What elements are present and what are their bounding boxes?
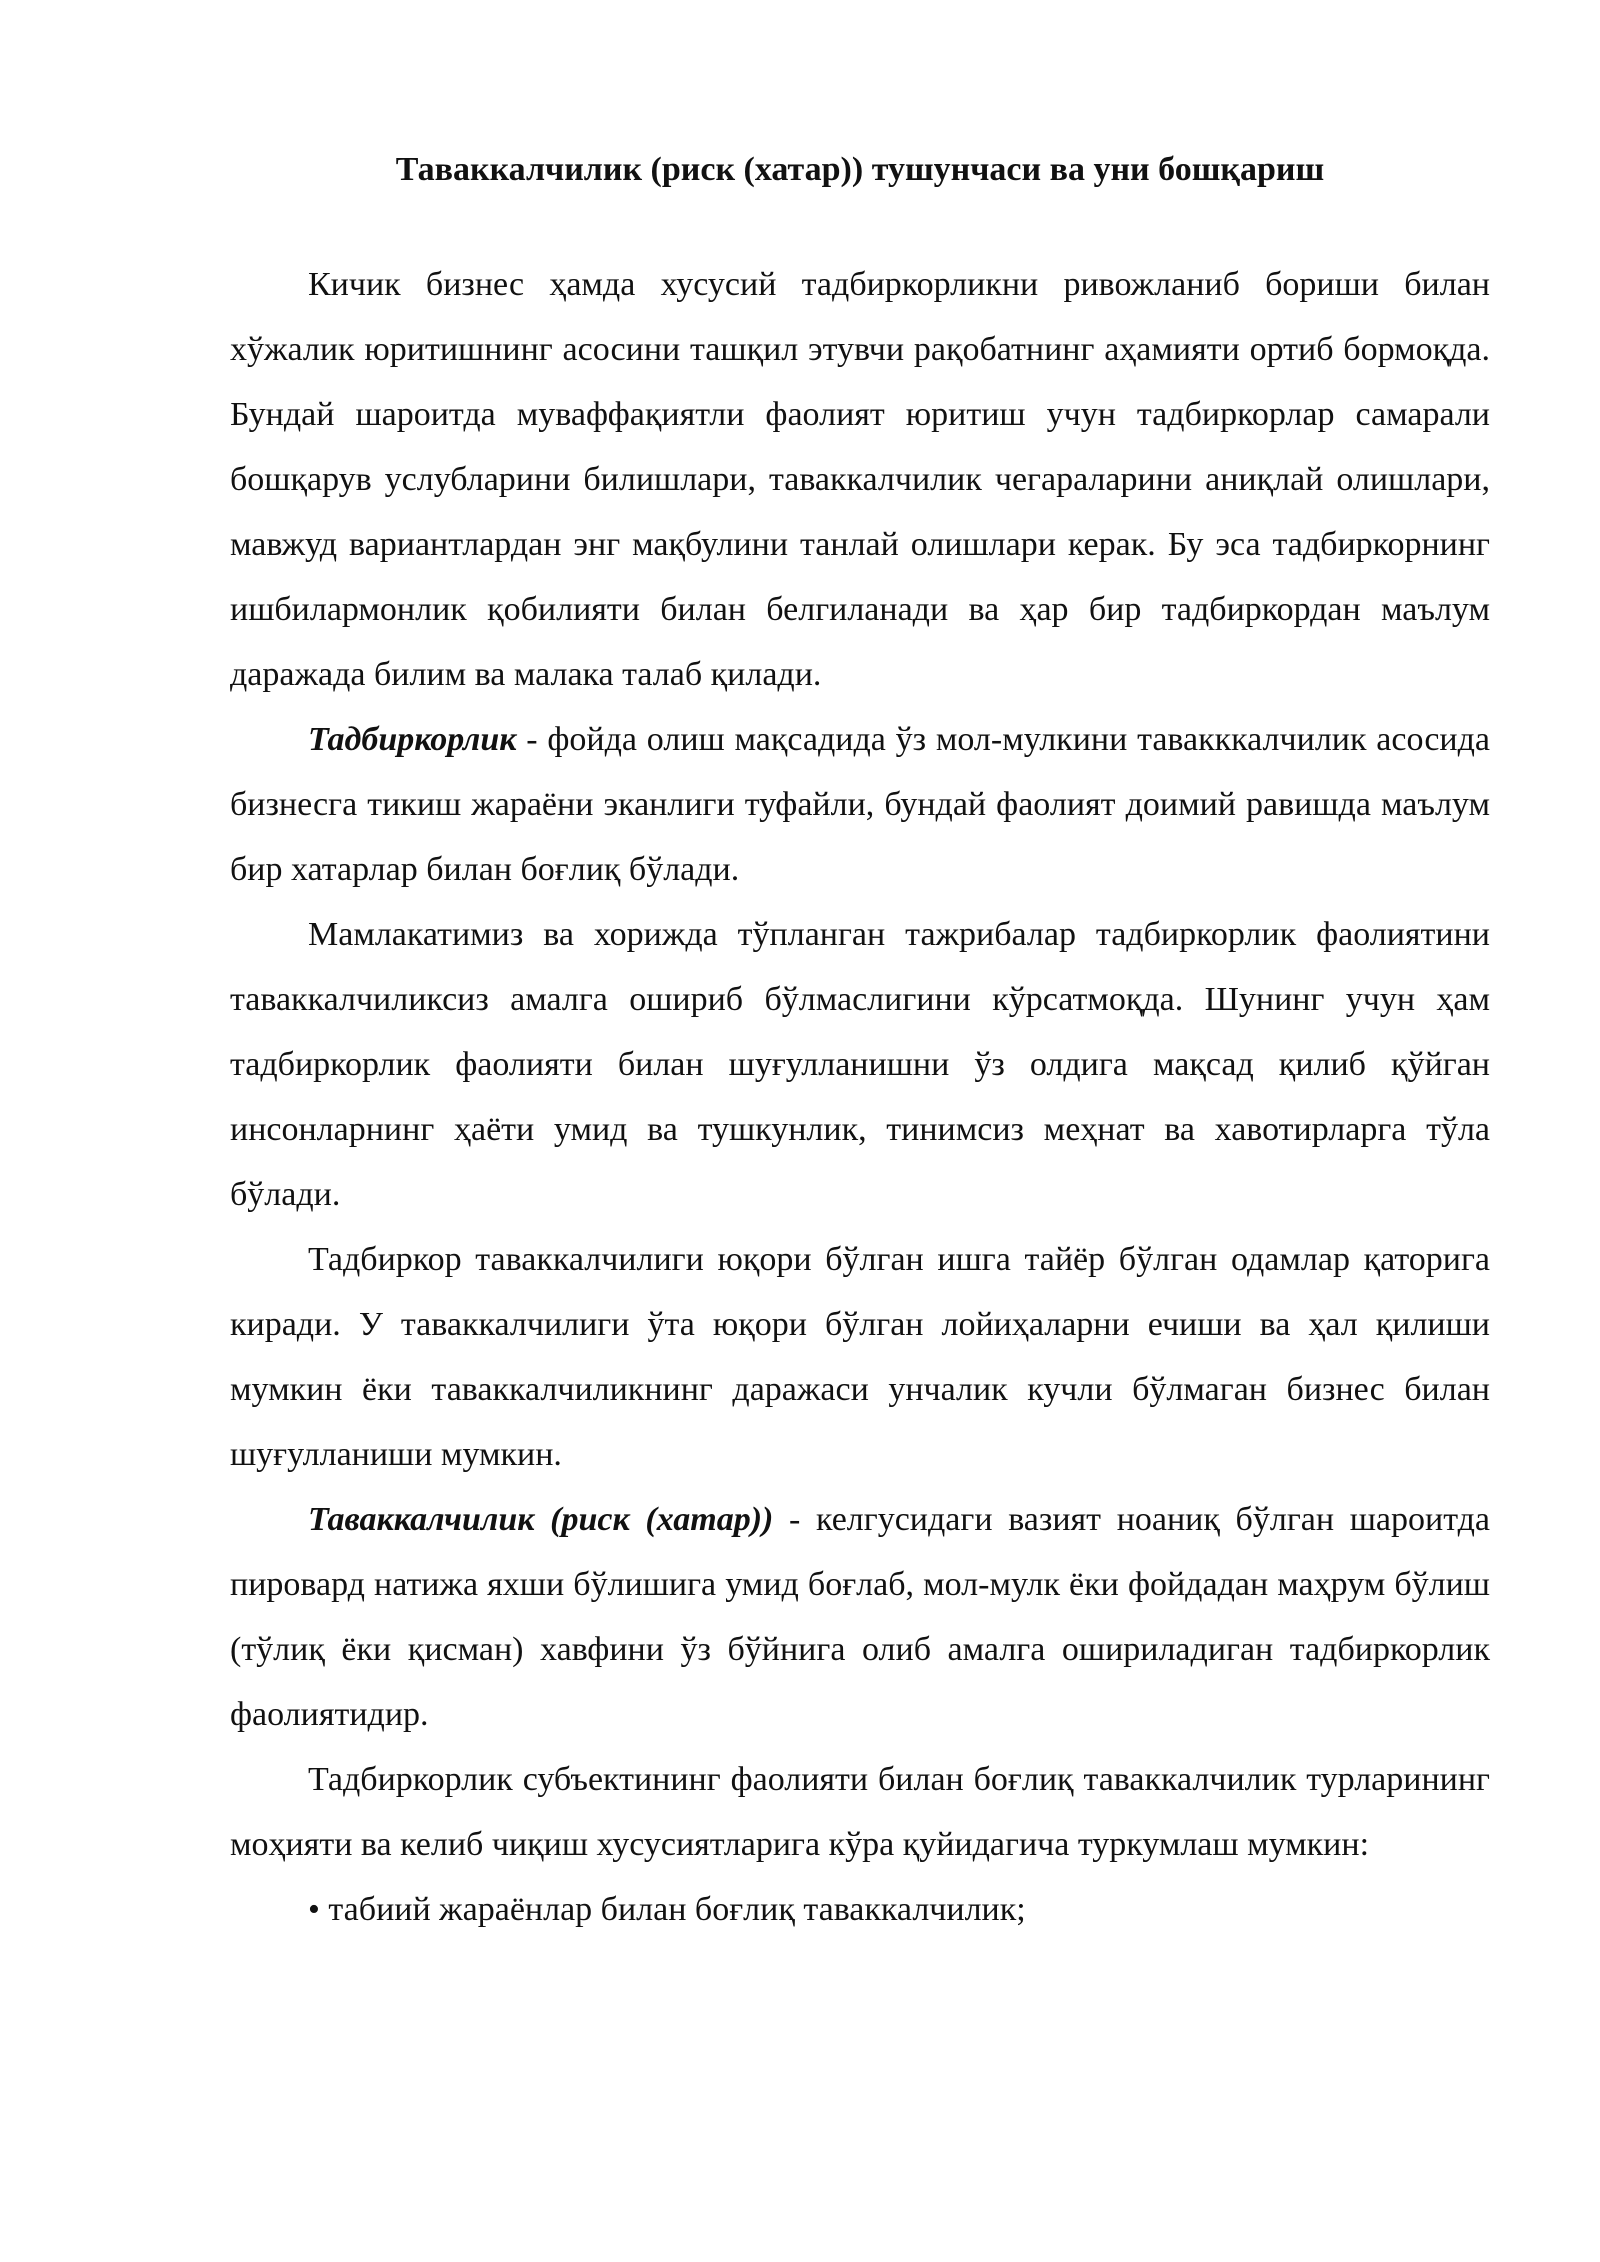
document-page: [230, 150, 1490, 1942]
bullet-item: • табиий жараёнлар билан боғлиқ таваккалчилик;: [308, 1891, 1026, 1928]
paragraph-text: Тадбиркор таваккалчилиги юқори бўлган ишга тайёр бўлган одамлар қаторига киради. У таваккалчилиги ўта юқори бўлган лойиҳаларни ечиши ва ҳал қилиши мумкин ёки таваккалчиликнинг даражаси унчалик кучли бўлмаган бизнес билан шуғулланиши мумкин.: [230, 1241, 1490, 1473]
paragraph-2: [230, 707, 1490, 902]
term-definition: Тадбиркорлик: [308, 721, 517, 758]
paragraph-5: [230, 1487, 1490, 1747]
paragraph-1: [230, 252, 1490, 707]
term-definition: Таваккалчилик (риск (хатар)): [308, 1501, 774, 1538]
paragraph-text: - келгусидаги вазият ноаниқ бўлган шароитда пировард натижа яхши бўлишига умид боғлаб, мол-мулк ёки фойдадан маҳрум бўлиш (тўлиқ ёки қисман) хавфини ўз бўйнига олиб амалга ошириладиган тадбиркорлик фаолиятидир.: [230, 1501, 1491, 1733]
paragraph-text: Кичик бизнес ҳамда хусусий тадбиркорликни ривожланиб бориши билан хўжалик юритишнинг асосини ташқил этувчи рақобатнинг аҳамияти ортиб бормоқда. Бундай шароитда муваффақиятли фаолият юритиш учун тадбиркорлар самарали бошқарув услубларини билишлари, таваккалчилик чегараларини аниқлай олишлари, мавжуд вариантлардан энг мақбулини танлай олишлари керак. Бу эса тадбиркорнинг ишбилармонлик қобилияти билан белгиланади ва ҳар бир тадбиркордан маълум даражада билим ва малака талаб қилади.: [230, 266, 1490, 693]
paragraph-3: [230, 902, 1490, 1227]
paragraph-4: [230, 1227, 1490, 1487]
paragraph-6: [230, 1747, 1490, 1877]
document-title: Таваккалчилик (риск (хатар)) тушунчаси ва уни бошқариш: [395, 151, 1325, 188]
paragraph-text: Тадбиркорлик субъектининг фаолияти билан боғлиқ таваккалчилик турларининг моҳияти ва келиб чиқиш хусусиятларига кўра қуйидагича туркумлаш мумкин:: [230, 1761, 1490, 1863]
paragraph-text: Мамлакатимиз ва хорижда тўпланган тажрибалар тадбиркорлик фаолиятини таваккалчиликсиз амалга ошириб бўлмаслигини кўрсатмоқда. Шунинг учун ҳам тадбиркорлик фаолияти билан шуғулланишни ўз олдига мақсад қилиб қўйган инсонларнинг ҳаёти умид ва тушкунлик, тинимсиз меҳнат ва хавотирларга тўла бўлади.: [230, 916, 1490, 1213]
paragraph-text: - фойда олиш мақсадида ўз мол-мулкини тавакккалчилик асосида бизнесга тикиш жараёни эканлиги туфайли, бундай фаолият доимий равишда маълум бир хатарлар билан боғлиқ бўлади.: [230, 721, 1490, 888]
